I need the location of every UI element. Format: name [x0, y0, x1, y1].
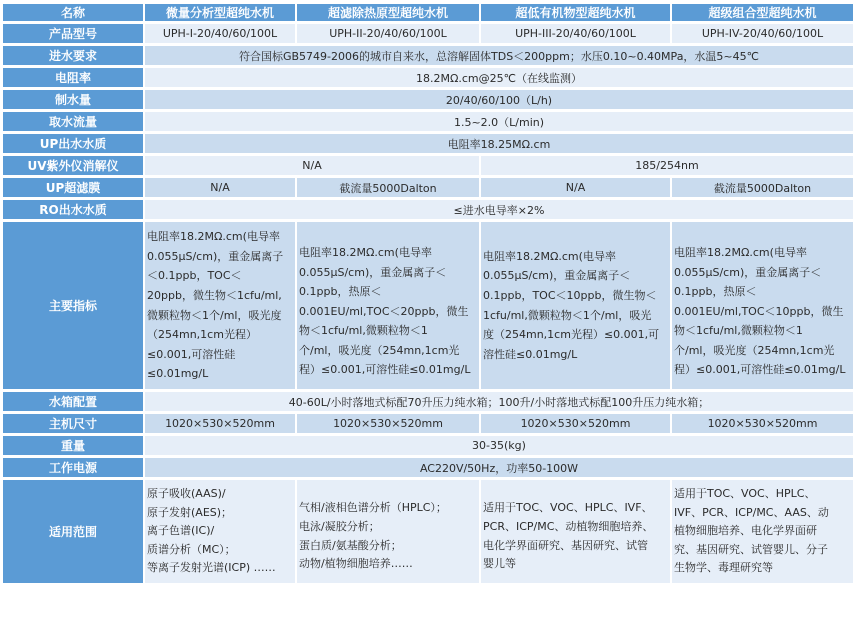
application-line: 动物/植物细胞培养…… [299, 557, 413, 571]
row-label: 主机尺寸 [3, 414, 143, 433]
specs-line: 0.055μS/cm)，重金属离子＜ [299, 265, 447, 279]
up-quality-row [3, 134, 853, 153]
model-code-4: UPH-IV-20/40/60/100L [672, 24, 853, 43]
row-label: 电阻率 [3, 68, 143, 87]
application-line: 电化学界面研究、基因研究、试管 [483, 538, 648, 552]
specs-line: 电阻率18.2MΩ.cm(电导率 [147, 230, 280, 244]
specs-line: ＜0.1ppb，TOC＜ [147, 269, 242, 283]
specs-cell-3 [481, 222, 670, 389]
row-label: 主要指标 [3, 222, 143, 389]
ro-quality-row [3, 200, 853, 219]
specs-line: 0.1ppb，热原＜ [299, 285, 382, 299]
specs-line: 0.055μS/cm)，重金属离子＜ [674, 265, 822, 279]
power-row [3, 458, 853, 477]
up-membrane-row [3, 178, 853, 197]
spec-table [1, 1, 854, 586]
application-line: PCR、ICP/MC、动植物细胞培养、 [483, 519, 654, 533]
specs-line: 溶性硅≤0.01mg/L [483, 347, 578, 361]
application-line: IVF、PCR、ICP/MC、AAS、动 [674, 505, 829, 519]
specs-line: 0.1ppb，热原＜ [674, 285, 757, 299]
specs-line: 0.001EU/ml,TOC＜20ppb，微生 [299, 304, 469, 318]
specs-line: 电阻率18.2MΩ.cm(电导率 [483, 249, 616, 263]
model-name-4: 超级组合型超纯水机 [672, 4, 853, 21]
size-value-3: 1020×530×520mm [481, 414, 670, 433]
uv-row [3, 156, 853, 175]
application-cell-1 [145, 480, 295, 583]
application-line: 等离子发射光谱(ICP) …… [147, 561, 276, 575]
flow-row [3, 90, 853, 109]
flow-value: 20/40/60/100（L/h) [145, 90, 853, 109]
uv-value-right: 185/254nm [481, 156, 853, 175]
draw-row [3, 112, 853, 131]
row-label: 工作电源 [3, 458, 143, 477]
application-row [3, 480, 853, 583]
model-code-2: UPH-II-20/40/60/100L [297, 24, 479, 43]
row-label: 进水要求 [3, 46, 143, 65]
up-membrane-4: 截流量5000Dalton [672, 178, 853, 197]
weight-value: 30-35(kg) [145, 436, 853, 455]
specs-line: 电阻率18.2MΩ.cm(电导率 [299, 245, 432, 259]
application-line: 生物学、毒理研究等 [674, 561, 773, 575]
model-name-2: 超滤除热原型超纯水机 [297, 4, 479, 21]
size-value-4: 1020×530×520mm [672, 414, 853, 433]
specs-line: （254mn,1cm光程） [147, 328, 257, 342]
tank-value: 40-60L/小时落地式标配70升压力纯水箱；100升/小时落地式标配100升压力纯水箱； [145, 392, 853, 411]
application-cell-3 [481, 480, 670, 583]
specs-line: 20ppb，微生物＜1cfu/ml, [147, 288, 282, 302]
tank-row [3, 392, 853, 411]
row-label: 水箱配置 [3, 392, 143, 411]
inlet-value: 符合国标GB5749-2006的城市自来水，总溶解固体TDS＜200ppm；水压0.10~0.40MPa，水温5~45℃ [145, 46, 853, 65]
row-label: 产品型号 [3, 24, 143, 43]
specs-line: 0.055μS/cm)，重金属离子＜ [483, 269, 631, 283]
model-code-3: UPH-III-20/40/60/100L [481, 24, 670, 43]
application-line: 植物细胞培养、电化学界面研 [674, 524, 817, 538]
header-label: 名称 [3, 4, 143, 21]
application-cell-2 [297, 480, 479, 583]
ro-quality-value: ≤进水电导率×2% [145, 200, 853, 219]
row-label: 取水流量 [3, 112, 143, 131]
up-membrane-2: 截流量5000Dalton [297, 178, 479, 197]
model-row [3, 24, 853, 43]
specs-line: 0.1ppb，TOC＜10ppb，微生物＜ [483, 288, 657, 302]
row-label: UV紫外仪消解仪 [3, 156, 143, 175]
size-value-2: 1020×530×520mm [297, 414, 479, 433]
draw-value: 1.5~2.0（L/min) [145, 112, 853, 131]
specs-line: 微颗粒物＜1个/ml，吸光度 [147, 308, 282, 322]
specs-line: 0.001EU/ml,TOC＜10ppb，微生 [674, 304, 844, 318]
model-name-1: 微量分析型超纯水机 [145, 4, 295, 21]
application-line: 原子吸收(AAS)/ [147, 487, 226, 501]
size-row [3, 414, 853, 433]
specs-line: 0.055μS/cm)，重金属离子 [147, 249, 284, 263]
row-label: 重量 [3, 436, 143, 455]
application-line: 离子色谱(IC)/ [147, 524, 215, 538]
specs-line: 物＜1cfu/ml,微颗粒物＜1 [299, 324, 428, 338]
specs-row [3, 222, 853, 389]
specs-line: 程）≤0.001,可溶性硅≤0.01mg/L [299, 363, 471, 377]
application-cell-4 [672, 480, 853, 583]
row-label: UP超滤膜 [3, 178, 143, 197]
header-row [3, 4, 853, 21]
resistivity-row [3, 68, 853, 87]
specs-line: ≤0.01mg/L [147, 367, 209, 381]
application-line: 气相/液相色谱分析（HPLC）； [299, 501, 447, 515]
specs-line: 1cfu/ml,微颗粒物＜1个/ml，吸光 [483, 308, 652, 322]
specs-line: 电阻率18.2MΩ.cm(电导率 [674, 245, 807, 259]
application-line: 电泳/凝胶分析； [299, 519, 380, 533]
up-membrane-3: N/A [481, 178, 670, 197]
resistivity-value: 18.2MΩ.cm@25℃（在线监测） [145, 68, 853, 87]
application-line: 婴儿等 [483, 557, 516, 571]
specs-line: 度（254mn,1cm光程）≤0.001,可 [483, 328, 660, 342]
application-line: 蛋白质/氨基酸分析； [299, 538, 402, 552]
specs-line: 个/ml，吸光度（254mn,1cm光 [674, 343, 835, 357]
row-label: UP出水水质 [3, 134, 143, 153]
weight-row [3, 436, 853, 455]
specs-cell-4 [672, 222, 853, 389]
application-line: 适用于TOC、VOC、HPLC、IVF、 [483, 501, 653, 515]
specs-cell-1 [145, 222, 295, 389]
application-line: 适用于TOC、VOC、HPLC、 [674, 487, 816, 501]
row-label: RO出水水质 [3, 200, 143, 219]
up-membrane-1: N/A [145, 178, 295, 197]
uv-value-left: N/A [145, 156, 479, 175]
specs-line: 程）≤0.001,可溶性硅≤0.01mg/L [674, 363, 846, 377]
model-name-3: 超低有机物型超纯水机 [481, 4, 670, 21]
specs-line: ≤0.001,可溶性硅 [147, 347, 236, 361]
specs-cell-2 [297, 222, 479, 389]
application-line: 原子发射(AES)； [147, 505, 233, 519]
size-value-1: 1020×530×520mm [145, 414, 295, 433]
application-line: 质谱分析（MC）； [147, 542, 236, 556]
up-quality-value: 电阻率18.25MΩ.cm [145, 134, 853, 153]
inlet-row [3, 46, 853, 65]
row-label: 适用范围 [3, 480, 143, 583]
row-label: 制水量 [3, 90, 143, 109]
model-code-1: UPH-I-20/40/60/100L [145, 24, 295, 43]
specs-line: 个/ml，吸光度（254mn,1cm光 [299, 343, 460, 357]
power-value: AC220V/50Hz，功率50-100W [145, 458, 853, 477]
specs-line: 物＜1cfu/ml,微颗粒物＜1 [674, 324, 803, 338]
application-line: 究、基因研究、试管婴儿、分子 [674, 542, 828, 556]
